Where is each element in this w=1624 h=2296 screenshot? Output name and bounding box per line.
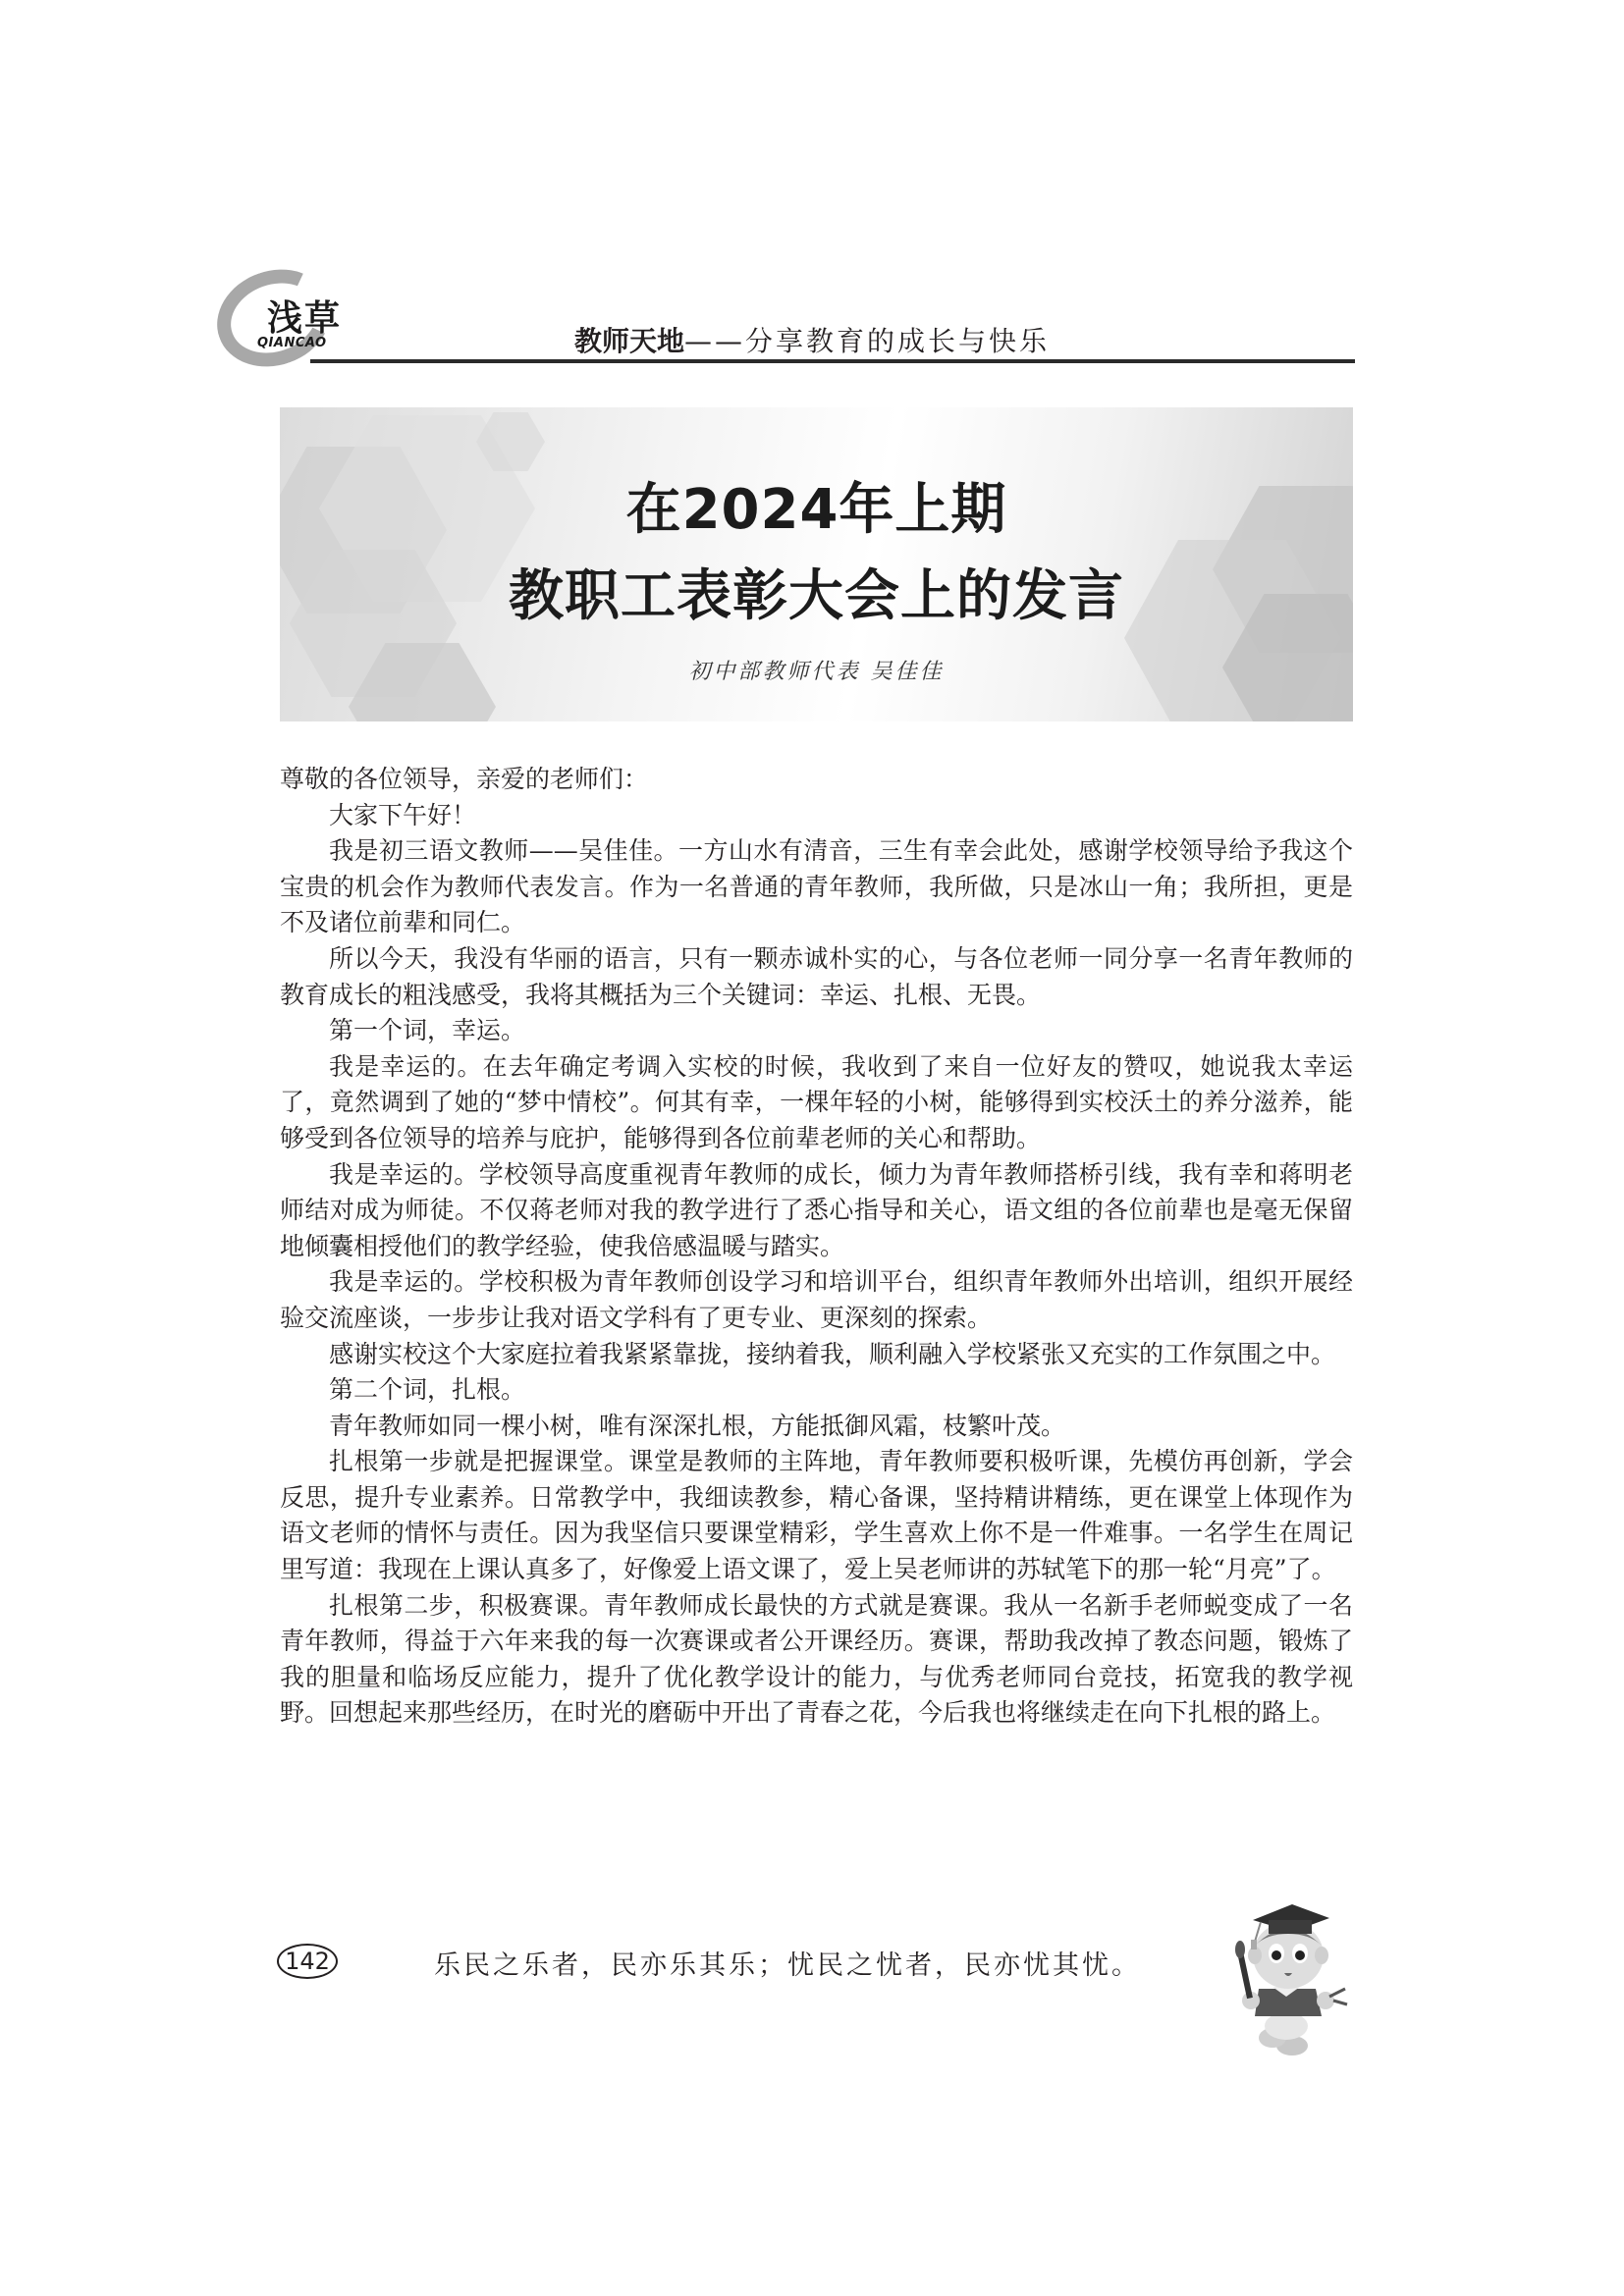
paragraph: 我是幸运的。学校领导高度重视青年教师的成长，倾力为青年教师搭桥引线，我有幸和蒋明老师结对成为师徒。不仅蒋老师对我的教学进行了悉心指导和关心，语文组的各位前辈也是毫无保留地倾囊相授他们的教学经验，使我倍感温暖与踏实。 (280, 1159, 1353, 1260)
author-byline: 初中部教师代表 吴佳佳 (688, 660, 945, 684)
paragraph: 我是幸运的。学校积极为青年教师创设学习和培训平台，组织青年教师外出培训，组织开展经验交流座谈，一步步让我对语文学科有了更专业、更深刻的探索。 (280, 1267, 1353, 1332)
paragraph: 我是初三语文教师——吴佳佳。一方山水有清音，三生有幸会此处，感谢学校领导给予我这个宝贵的机会作为教师代表发言。作为一名普通的青年教师，我所做，只是冰山一角；我所担，更是不及诸位前辈和同仁。 (280, 836, 1353, 937)
section-heading: 第二个词，扎根。 (329, 1375, 526, 1405)
column-header (0, 320, 1624, 359)
header-rule (310, 359, 1355, 363)
column-tagline: 分享教育的成长与快乐 (745, 325, 1051, 357)
paragraph: 我是幸运的。在去年确定考调入实校的时候，我收到了来自一位好友的赞叹，她说我太幸运了，竟然调到了她的“梦中情校”。何其有幸，一棵年轻的小树，能够得到实校沃土的养分滋养，能够受到各位领导的培养与庇护，能够得到各位前辈老师的关心和帮助。 (280, 1051, 1353, 1152)
paragraph: 大家下午好！ (329, 800, 477, 829)
paragraph: 所以今天，我没有华丽的语言，只有一颗赤诚朴实的心，与各位老师一同分享一名青年教师的教育成长的粗浅感受，我将其概括为三个关键词：幸运、扎根、无畏。 (280, 943, 1353, 1009)
page-number: 142 (277, 1944, 338, 1979)
article-body (280, 762, 1353, 1732)
section-heading: 第一个词，幸运。 (329, 1016, 526, 1045)
salutation: 尊敬的各位领导，亲爱的老师们： (280, 765, 649, 793)
logo-english-name: QIANCAO (257, 336, 327, 350)
paragraph: 感谢实校这个大家庭拉着我紧紧靠拢，接纳着我，顺利融入学校紧张又充实的工作氛围之中。 (329, 1339, 1336, 1368)
paragraph: 扎根第二步，积极赛课。青年教师成长最快的方式就是赛课。我从一名新手老师蜕变成了一名青年教师，得益于六年来我的每一次赛课或者公开课经历。赛课，帮助我改掉了教态问题，锻炼了我的胆量和临场反应能力，提升了优化教学设计的能力，与优秀老师同台竞技，拓宽我的教学视野。回想起来那些经历，在时光的磨砺中开出了青春之花，今后我也将继续走在向下扎根的路上。 (280, 1590, 1353, 1728)
column-dash: —— (684, 325, 745, 357)
logo-chinese-name: 浅草 (267, 298, 343, 339)
paragraph: 青年教师如同一棵小树，唯有深深扎根，方能抵御风霜，枝繁叶茂。 (329, 1411, 1066, 1440)
column-name: 教师天地 (573, 325, 684, 357)
article-title-line-1: 在2024年上期 (625, 478, 1007, 542)
title-banner (280, 407, 1353, 721)
graduate-mascot-icon (1216, 1891, 1363, 2067)
article-title-line-2: 教职工表彰大会上的发言 (509, 564, 1124, 628)
paragraph: 扎根第一步就是把握课堂。课堂是教师的主阵地，青年教师要积极听课，先模仿再创新，学会反思，提升专业素养。日常教学中，我细读教参，精心备课，坚持精讲精练，更在课堂上体现作为语文老师的情怀与责任。因为我坚信只要课堂精彩，学生喜欢上你不是一件难事。一名学生在周记里写道：我现在上课认真多了，好像爱上语文课了，爱上吴老师讲的苏轼笔下的那一轮“月亮”了。 (280, 1447, 1353, 1584)
footer-quote: 乐民之乐者，民亦乐其乐；忧民之忧者，民亦忧其忧。 (434, 1950, 1141, 1981)
mascot-body (1235, 1904, 1347, 2056)
